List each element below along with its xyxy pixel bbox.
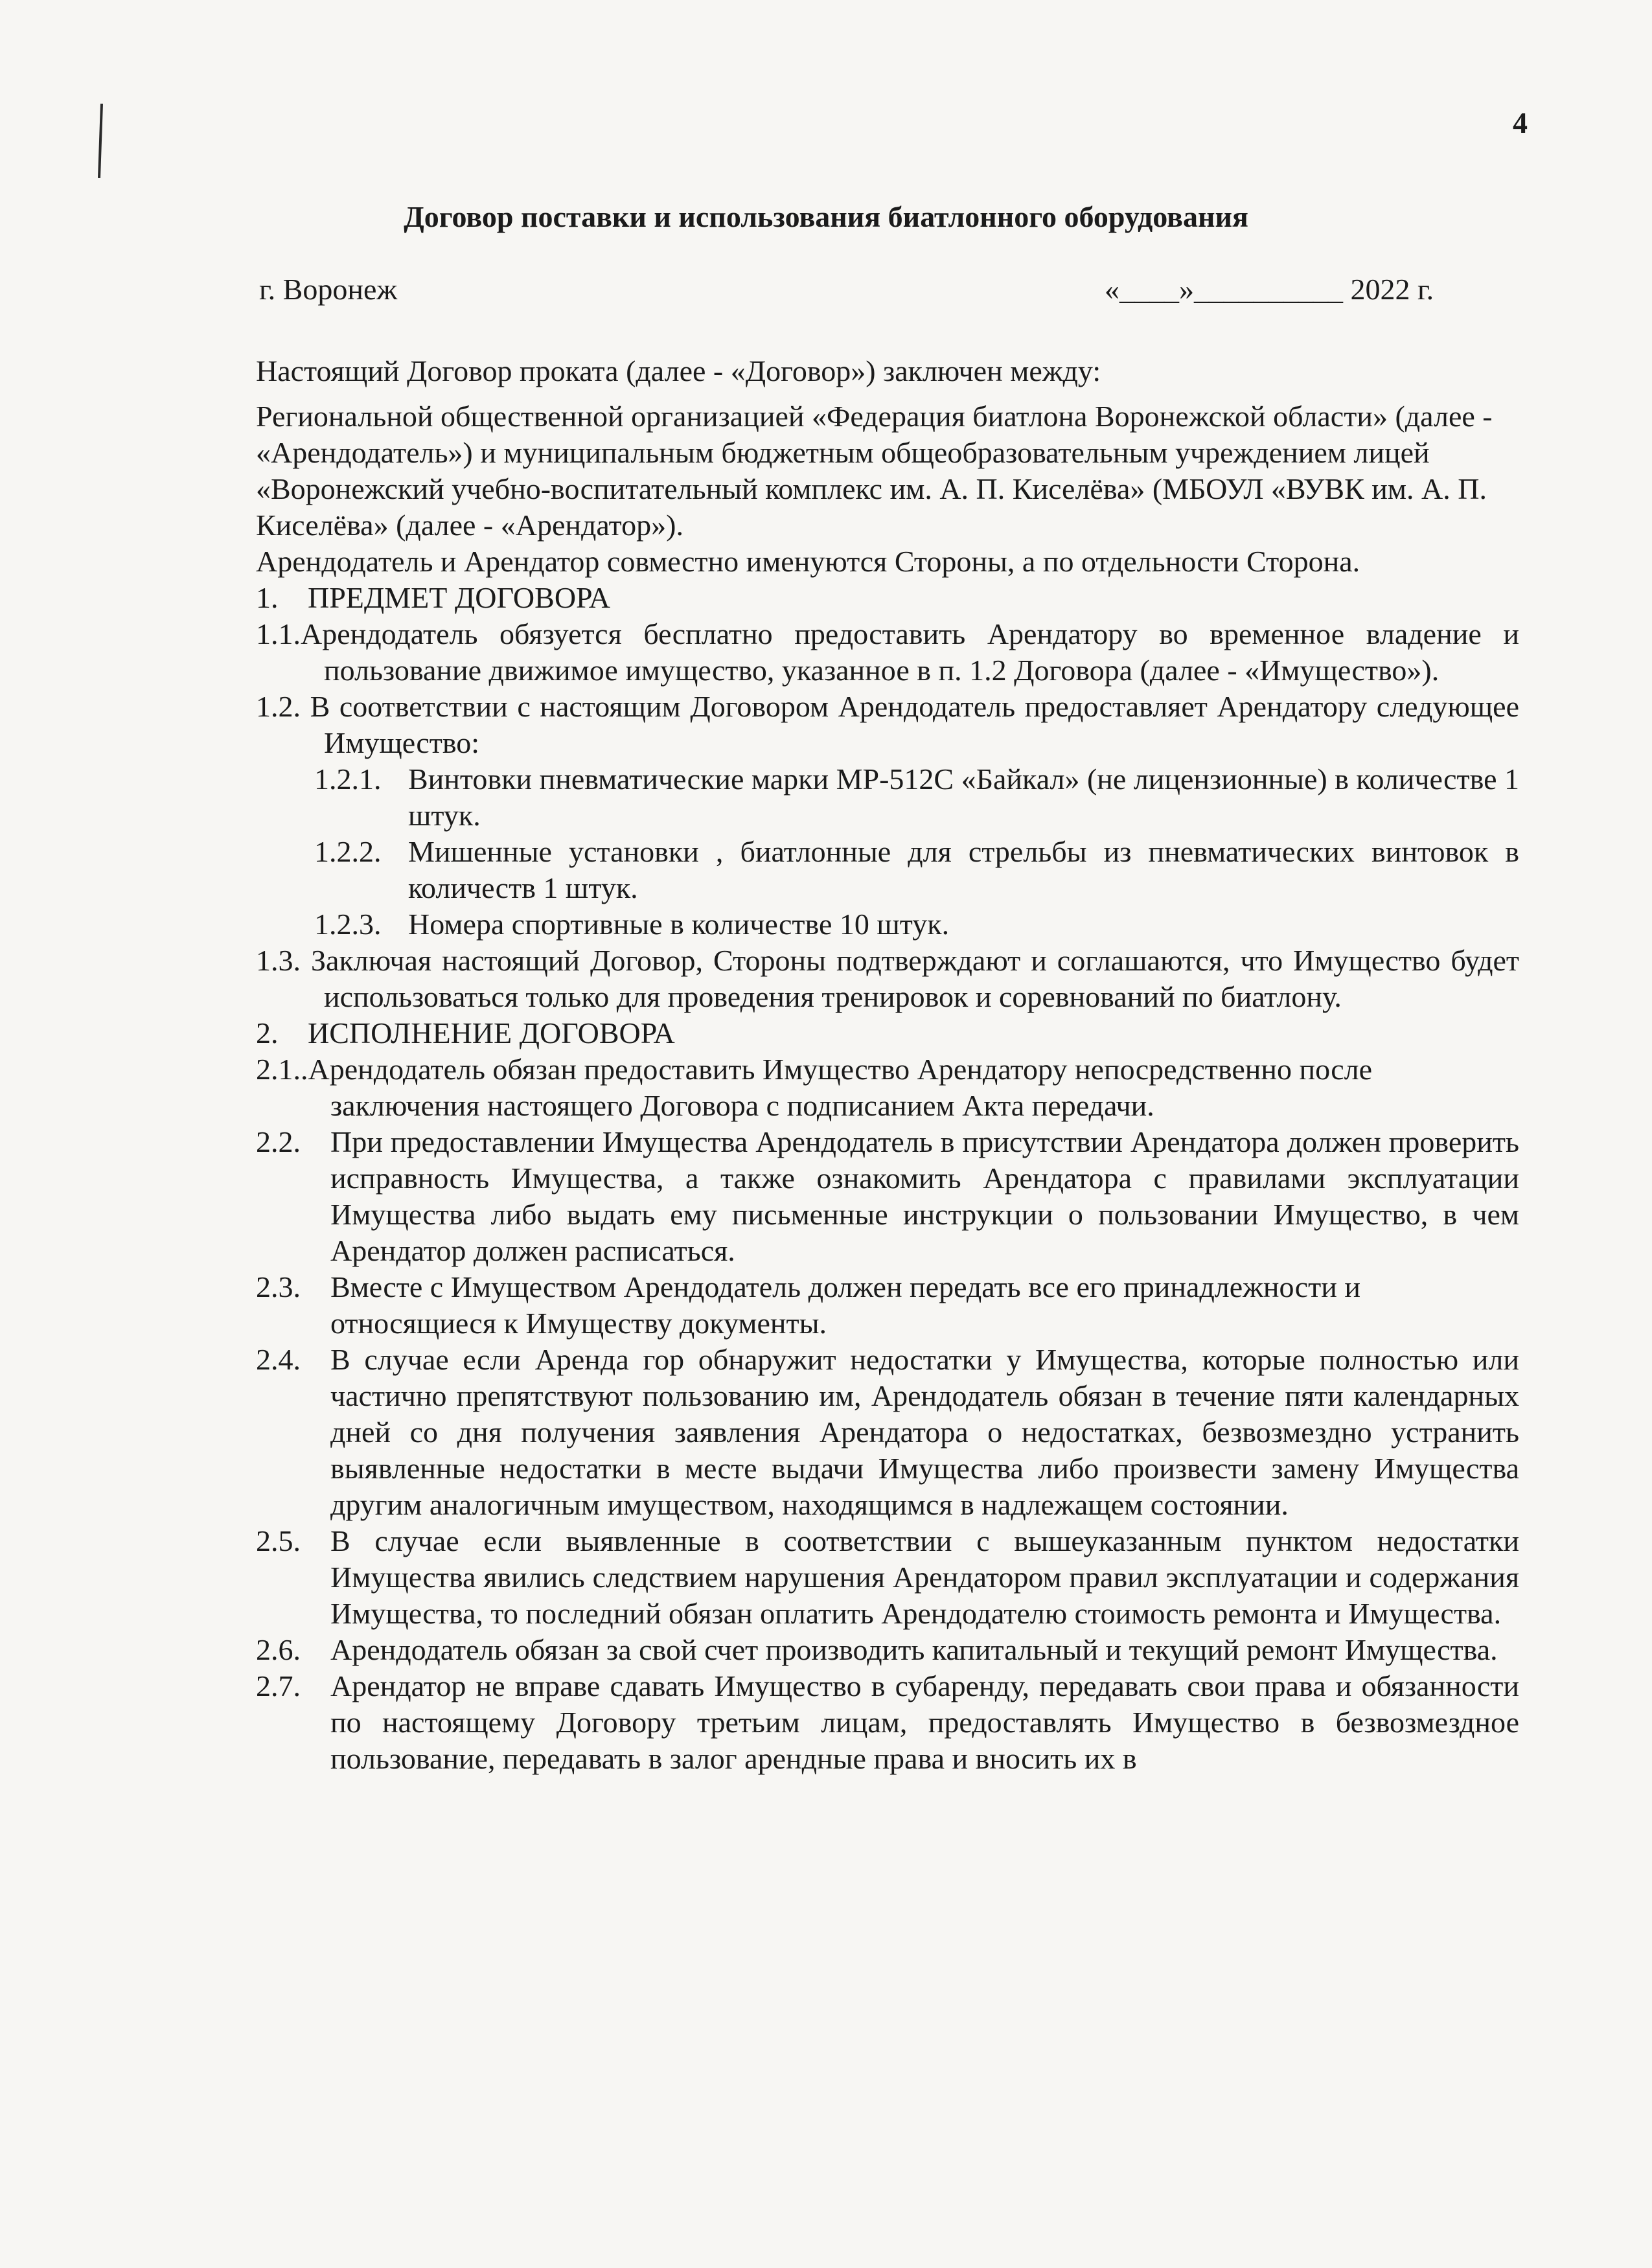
intro-paragraph: Настоящий Договор проката (далее - «Договор») заключен между:: [256, 354, 1101, 387]
clause-text: В соответствии с настоящим Договором Арендодатель предоставляет Арендатору следующее Имущество:: [310, 690, 1519, 759]
clause-text: Арендатор не вправе сдавать Имущество в субаренду, передавать свои права и обязанности по настоящему Договору третьим лицам, предоставлять Имущество в безвозмездное пользование, передавать в залог арендные права и вносить их в: [330, 1669, 1519, 1775]
clause-1-2: [256, 689, 1519, 761]
clause-2-5: [256, 1523, 1519, 1632]
section-heading-1: [256, 580, 1519, 616]
parties-paragraph: Региональной общественной организацией «Федерация биатлона Воронежской области» (далее - «Арендодатель») и муниципальным бюджетным общеобразовательным учреждением лицей «Воронежский учебно-воспитательный комплекс им. А. П. Киселёва» (МБОУЛ «ВУВК им. А. П. Киселёва» (далее - «Арендатор»).: [256, 400, 1493, 542]
clause-number: 1.1.: [256, 617, 301, 650]
page-number: 4: [1513, 106, 1528, 139]
clause-2-7: [256, 1668, 1519, 1777]
clause-2-6: [256, 1632, 1519, 1668]
clause-text: Арендодатель обязан за свой счет производить капитальный и текущий ремонт Имущества.: [330, 1633, 1498, 1666]
clause-number: 2.6.: [256, 1633, 301, 1666]
parties-together: Арендодатель и Арендатор совместно именуются Стороны, а по отдельности Сторона.: [256, 545, 1360, 578]
clause-text: Номера спортивные в количестве 10 штук.: [408, 908, 950, 941]
city: г. Воронеж: [259, 273, 398, 306]
clause-2-4: [256, 1342, 1519, 1523]
document-title: Договор поставки и использования биатлонного оборудования: [404, 200, 1248, 233]
clause-1-3: [256, 943, 1519, 1015]
clause-number: 2.2.: [256, 1125, 301, 1158]
document-body: [256, 353, 1519, 1777]
clause-number: 1.2.2.: [314, 835, 382, 868]
clause-2-1: [256, 1051, 1519, 1124]
clause-number: 2.5.: [256, 1524, 301, 1557]
clause-1-1: [256, 616, 1519, 689]
clause-number: 2.3.: [256, 1270, 301, 1303]
margin-mark: [98, 104, 103, 178]
clause-text: В случае если выявленные в соответствии с вышеуказанным пунктом недостатки Имущества явились следствием нарушения Арендатором правил эксплуатации и содержания Имущества, то последний обязан оплатить Арендодателю стоимость ремонта и Имущества.: [330, 1524, 1519, 1630]
clause-text: Винтовки пневматические марки МР-512С «Байкал» (не лицензионные) в количестве 1 штук.: [408, 762, 1519, 832]
clause-2-3: [256, 1269, 1519, 1342]
clause-text: Арендодатель обязан предоставить Имущество Арендатору непосредственно после заключения настоящего Договора с подписанием Акта передачи.: [308, 1053, 1373, 1122]
clause-text: Заключая настоящий Договор, Стороны подтверждают и соглашаются, что Имущество будет использоваться только для проведения тренировок и соревнований по биатлону.: [311, 944, 1519, 1013]
contract-date: «____»__________ 2022 г.: [1105, 273, 1434, 306]
section-heading-2: [256, 1015, 1519, 1051]
clause-text: В случае если Аренда гор обнаружит недостатки у Имущества, которые полностью или частично препятствуют пользованию им, Арендодатель обязан в течение пяти календарных дней со дня получения заявления Арендатора о недостатках, безвозмездно устранить выявленные недостатки в месте выдачи Имущества либо произвести замену Имущества другим аналогичным имуществом, находящимся в надлежащем состоянии.: [330, 1343, 1519, 1521]
section-title: ИСПОЛНЕНИЕ ДОГОВОРА: [308, 1016, 675, 1049]
clause-number: 2.4.: [256, 1343, 301, 1376]
clause-number: 2.7.: [256, 1669, 301, 1702]
clause-number: 1.2.: [256, 690, 301, 723]
clause-number: 2.1..: [256, 1053, 308, 1086]
section-number: 2.: [256, 1016, 279, 1049]
section-title: ПРЕДМЕТ ДОГОВОРА: [308, 581, 610, 614]
clause-text: Мишенные установки , биатлонные для стрельбы из пневматических винтовок в количеств 1 штук.: [408, 835, 1519, 904]
clause-1-2-1: [256, 761, 1519, 834]
clause-1-2-3: [256, 906, 1519, 943]
clause-number: 1.2.3.: [314, 908, 382, 941]
clause-text: При предоставлении Имущества Арендодатель в присутствии Арендатора должен проверить исправность Имущества, а также ознакомить Арендатора с правилами эксплуатации Имущества либо выдать ему письменные инструкции о пользовании Имущество, в чем Арендатор должен расписаться.: [330, 1125, 1519, 1267]
clause-number: 1.2.1.: [314, 762, 382, 796]
clause-text: Арендодатель обязуется бесплатно предоставить Арендатору во временное владение и пользование движимое имущество, указанное в п. 1.2 Договора (далее - «Имущество»).: [301, 617, 1519, 687]
clause-2-2: [256, 1124, 1519, 1269]
clause-1-2-2: [256, 834, 1519, 906]
clause-number: 1.3.: [256, 944, 301, 977]
clause-text: Вместе с Имуществом Арендодатель должен передать все его принадлежности и относящиеся к Имуществу документы.: [330, 1270, 1360, 1340]
section-number: 1.: [256, 581, 279, 614]
